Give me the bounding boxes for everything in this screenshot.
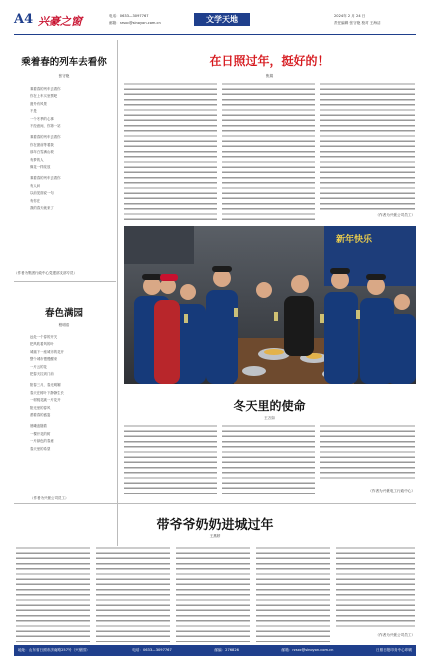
article2-footer: （作者为兴豪电工行政中心） [368,489,415,493]
poem-line: 不是 [30,109,37,114]
poem-line: 一片绿色的春意 [30,439,54,444]
photo-scene [124,226,416,384]
poem-line: 把风吹着风的叶 [30,342,54,347]
poem-line: 你在窗前等着我 [30,142,54,147]
header-email: 邮箱：rzsxc@sinoyon.com.cn [109,21,161,25]
poem-line: 春天里的希望 [30,446,51,451]
section-divider [14,503,416,504]
masthead [14,12,416,42]
article3-author: 王燕婷 [209,534,221,538]
article1-col2-text [222,82,315,222]
poem-line: 整个城市慢慢醒来 [30,357,58,362]
poem-line: 你在上车买坐票吧 [30,94,58,99]
poem-line: 有人问 [30,183,41,188]
article1-title: 在日照过年，挺好的！ [209,54,330,68]
article2-title: 冬天里的使命 [233,399,306,413]
poem-line: 洒着春的盛宴 [30,413,51,418]
article2-col1-text [124,424,217,494]
poem1-author: 张守艳 [58,74,70,78]
footer-address: 地址：山东省日照市济南路257号（兴豪园） [18,648,90,652]
article1-col3-text [320,82,415,210]
article1-author: 焦娟 [265,74,274,78]
article3-col3-text [176,546,250,642]
poem2-body [30,334,112,464]
poem-divider [14,281,116,282]
poem-line: 不经意间，你第一站 [30,124,61,129]
article3-title: 带爷爷奶奶进城过年 [156,518,274,533]
page-label: A4 [14,12,34,27]
poem-line: 有梦的人 [30,157,44,162]
article2-col3-text [320,424,415,482]
header-phone: 电话：0633—3097767 [109,14,149,18]
poem-line: 乘着春的列车去看你 [30,135,61,140]
poem-line: 像花一样绽放 [30,165,51,170]
header-date: 2024年 2 月 24 日 [334,14,366,18]
poem-line: 把春天拉到门前 [30,372,54,377]
header-rule [14,34,416,35]
poem1-title: 乘着春的列车去看你 [21,57,107,68]
poem-line: 乘着春的列车去看你 [30,176,61,181]
article3-col5-text [336,546,415,630]
photo-group-dinner [124,226,416,384]
article1-footer: （作者为兴豪公司员工） [375,213,415,217]
footer-printer: 日照日报印务中心印刷 [376,648,412,652]
header-editors: 责任编辑 张守艳 校对 王海洁 [334,21,381,25]
poem-line: 一个冬季的心事 [30,116,54,121]
poem2-author: 程明浩 [58,323,70,327]
poem-line: 乘着春的列车去看你 [30,87,61,91]
poem-line: 我的春天就来了 [30,206,54,211]
footer-post: 邮编：276826 [214,648,239,652]
poem-line: 阳春三月，春光明媚 [30,383,61,388]
logo-text: 兴豪之窗 [38,15,82,28]
article2-author: 王万如 [264,416,275,420]
poem2-title: 春色满园 [44,308,83,319]
article3-col1-text [16,546,90,642]
article3-col2-text [96,546,170,642]
photo-caption: 新年快乐 [336,235,373,245]
poem-line: 窗外有风景 [30,101,47,106]
footer-phone: 电话：0633—3097767 [132,648,172,652]
article1-col1-text [124,82,217,222]
poem-line: 一片云的花 [30,364,47,369]
poem1-footer: （作者为集团行政中心党建部支部专员） [14,271,77,275]
poem-line: 有你在 [30,198,41,203]
section-title: 文学天地 [206,14,238,24]
poem-line: 春天在树叶下静静生长 [30,390,64,395]
footer-bar [14,645,416,656]
poem-line: 以前见面说一句 [30,191,54,196]
poem-line: 一树桃花跳一片花开 [30,398,61,403]
poem-line: 那年白雪满山坡 [30,150,54,155]
article3-col4-text [256,546,330,642]
poem1-body [30,86,112,226]
poem-line: 阳光里的春风 [30,405,51,410]
footer-email: 邮箱：rzsxc@sinoyon.com.cn [281,648,334,652]
poem-line: 一棵开花的树 [30,431,51,436]
poem2-footer: （作者为兴豪公司员工） [30,496,69,500]
poem-line: 远处一个春的开关 [30,335,58,339]
article3-footer: （作者为兴豪公司员工） [375,633,415,637]
poem-line: 晨曦追随着 [30,424,47,429]
article2-col2-text [222,424,315,494]
poem-line: 城墙下一座城市的花开 [30,349,64,354]
